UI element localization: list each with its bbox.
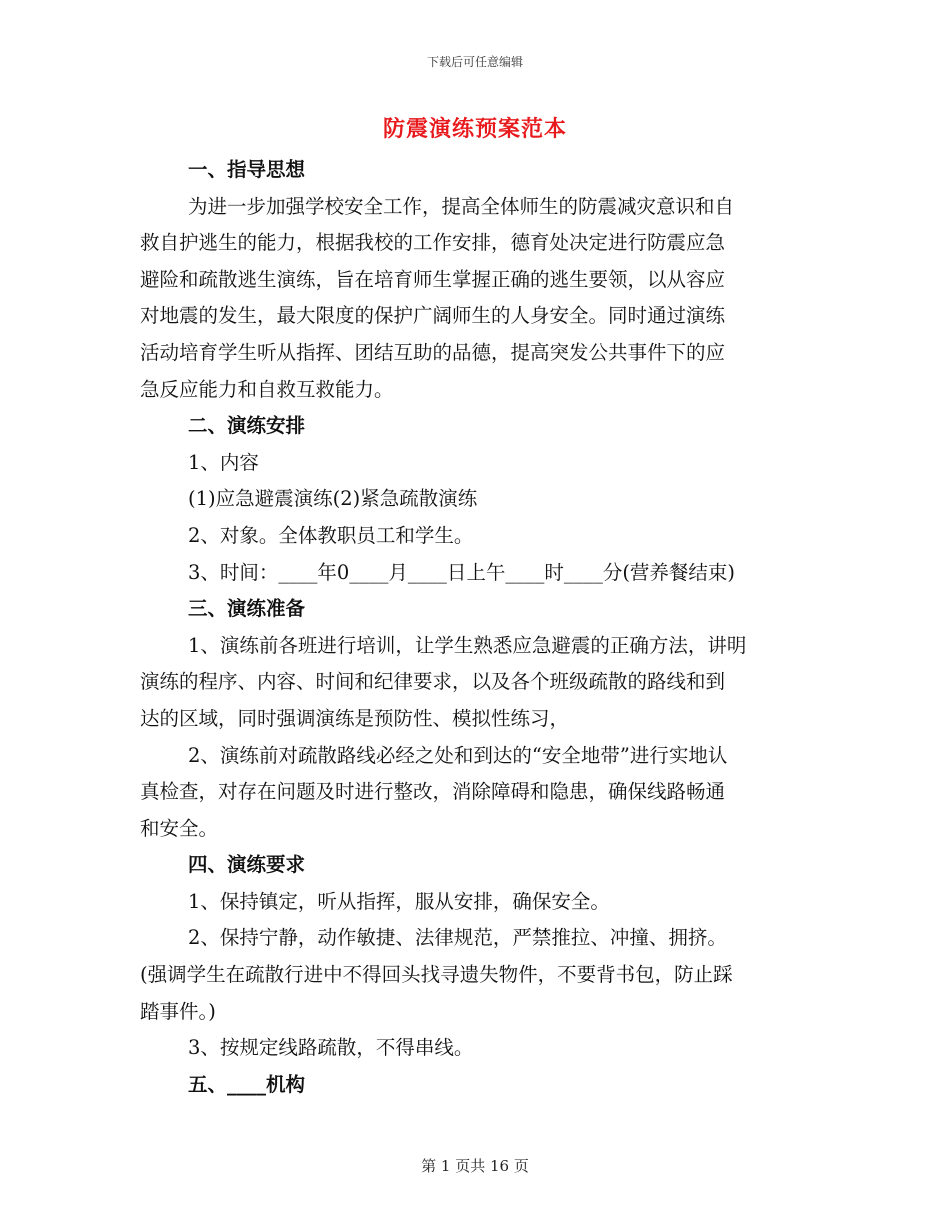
paragraph-line: (1)应急避震演练(2)紧急疏散演练 (188, 487, 478, 511)
paragraph-line: (强调学生在疏散行进中不得回头找寻遗失物件，不要背书包，防止踩 (140, 963, 733, 987)
paragraph-line: 演练的程序、内容、时间和纪律要求，以及各个班级疏散的路线和到 (140, 670, 726, 694)
paragraph-line: 救自护逃生的能力，根据我校的工作安排，德育处决定进行防震应急 (140, 231, 726, 255)
paragraph-line: 2、对象。全体教职员工和学生。 (188, 523, 474, 547)
section-heading: 五、____机构 (188, 1072, 306, 1096)
section-heading: 二、演练安排 (188, 414, 306, 438)
paragraph-line: 2、保持宁静，动作敏捷、法律规范，严禁推拉、冲撞、拥挤。 (188, 926, 727, 950)
document-body (140, 152, 806, 1103)
paragraph-line: 1、内容 (188, 450, 259, 474)
paragraph-line: 急反应能力和自救互救能力。 (140, 377, 394, 401)
paragraph-line: 踏事件。) (140, 999, 216, 1023)
paragraph-line: 2、演练前对疏散路线必经之处和到达的“安全地带”进行实地认 (188, 743, 728, 767)
paragraph-line: 对地震的发生，最大限度的保护广阔师生的人身安全。同时通过演练 (140, 304, 726, 328)
section-heading: 一、指导思想 (188, 158, 306, 181)
paragraph-line: 避险和疏散逃生演练，旨在培育师生掌握正确的逃生要领，以从容应 (140, 267, 726, 291)
paragraph-line: 1、保持镇定，听从指挥，服从安排，确保安全。 (188, 889, 610, 913)
paragraph-line: 为进一步加强学校安全工作，提高全体师生的防震减灾意识和自 (188, 194, 735, 218)
page-number: 第 1 页共 16 页 (421, 1157, 529, 1175)
document-title: 防震演练预案范本 (382, 116, 567, 142)
section-heading: 四、演练要求 (188, 853, 306, 877)
paragraph-line: 3、按规定线路疏散，不得串线。 (188, 1036, 474, 1060)
paragraph-line: 和安全。 (140, 816, 219, 840)
paragraph-line: 1、演练前各班进行培训，让学生熟悉应急避震的正确方法，讲明 (188, 633, 747, 657)
header-note: 下载后可任意编辑 (426, 55, 523, 69)
paragraph-line: 达的区域，同时强调演练是预防性、模拟性练习， (140, 706, 570, 730)
section-heading: 三、演练准备 (188, 597, 306, 621)
paragraph-line: 3、时间：____年0____月____日上午____时____分(营养餐结束) (188, 560, 736, 584)
paragraph-line: 活动培育学生听从指挥、团结互助的品德，提高突发公共事件下的应 (140, 340, 726, 364)
paragraph-line: 真检查，对存在问题及时进行整改，消除障碍和隐患，确保线路畅通 (140, 780, 726, 804)
